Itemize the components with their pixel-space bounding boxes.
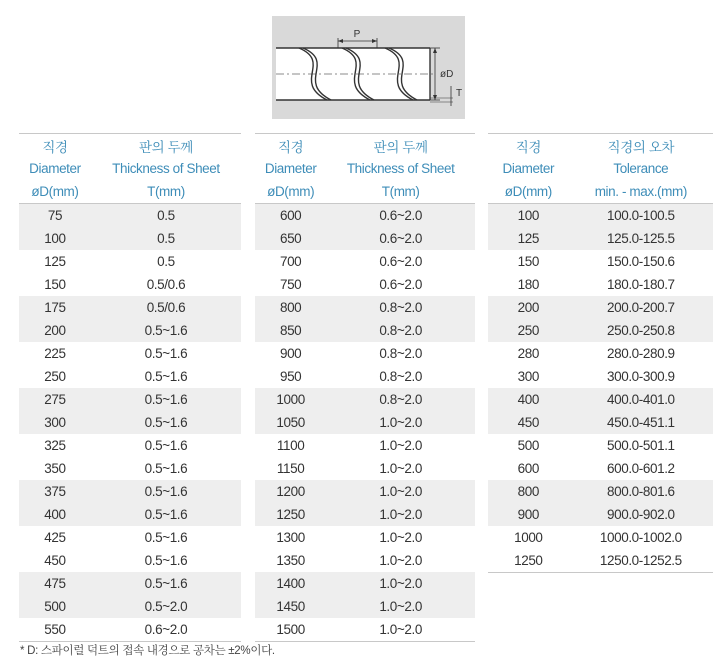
table-row	[255, 296, 475, 319]
table-cell: 100	[488, 204, 569, 228]
table-cell: 225	[44, 346, 66, 361]
table-row	[19, 549, 241, 572]
table-row	[488, 503, 713, 526]
column-header: 직경의 오차	[569, 134, 713, 158]
table-cell: 1250	[255, 503, 326, 526]
table-row	[488, 204, 713, 228]
table-cell: 950	[279, 369, 302, 384]
table-cell: 325	[44, 438, 66, 453]
table-cell: 0.5~1.6	[144, 461, 188, 476]
table-row	[255, 388, 475, 411]
table-row	[488, 365, 713, 388]
table-cell: 175	[19, 296, 91, 319]
table-row	[19, 618, 241, 642]
table-cell: 700	[279, 254, 302, 269]
table-cell: 1.0~2.0	[326, 595, 475, 618]
table-cell: 475	[19, 572, 91, 595]
table-cell: 0.6~2.0	[379, 254, 422, 269]
table-cell: 100.0-100.5	[569, 204, 713, 228]
table-row	[255, 572, 475, 595]
table-cell: 1.0~2.0	[379, 438, 422, 453]
table-cell: 400.0-401.0	[569, 388, 713, 411]
table-row	[255, 618, 475, 642]
column-header: 직경	[488, 134, 569, 158]
table-cell: 800.0-801.6	[569, 480, 713, 503]
table-cell: 275	[19, 388, 91, 411]
table-cell: 150.0-150.6	[607, 254, 675, 269]
diagram-label-p: P	[353, 29, 361, 40]
table-cell: 1400	[255, 572, 326, 595]
table-row	[488, 319, 713, 342]
table-cell: 0.6~2.0	[326, 204, 475, 228]
table-row	[488, 411, 713, 434]
table-cell: 550	[19, 618, 91, 642]
table-row	[19, 595, 241, 618]
table-cell: 650	[255, 227, 326, 250]
spiral-duct-diagram	[272, 16, 465, 119]
header-row	[255, 134, 475, 158]
table-cell: 0.8~2.0	[326, 388, 475, 411]
table-row	[19, 480, 241, 503]
table-cell: 1.0~2.0	[326, 618, 475, 642]
footnote: * D: 스파이럴 덕트의 접속 내경으로 공차는 ±2%이다.	[20, 645, 275, 657]
table-row	[19, 457, 241, 480]
table-cell: 1500	[255, 618, 326, 642]
table-cell: 0.6~2.0	[379, 277, 422, 292]
table-row	[488, 434, 713, 457]
header-row	[255, 157, 475, 180]
table-cell: 500.0-501.1	[607, 438, 675, 453]
table-cell: 350	[44, 461, 66, 476]
table-cell: 1.0~2.0	[326, 411, 475, 434]
table-cell: 125	[44, 254, 66, 269]
table-row	[255, 480, 475, 503]
table-cell: 0.5~1.6	[91, 411, 241, 434]
table-cell: 125	[488, 227, 569, 250]
column-header: 직경	[19, 134, 91, 158]
table-row	[255, 595, 475, 618]
table-cell: 0.8~2.0	[379, 346, 422, 361]
table-cell: 1.0~2.0	[379, 553, 422, 568]
table-cell: 250	[488, 319, 569, 342]
table-cell: 0.5~1.6	[91, 572, 241, 595]
header-row	[19, 157, 241, 180]
table-cell: 0.8~2.0	[379, 369, 422, 384]
table-cell: 0.5~1.6	[91, 388, 241, 411]
table-row	[255, 365, 475, 388]
table-row	[19, 572, 241, 595]
table-row	[255, 526, 475, 549]
column-header: 직경	[255, 134, 326, 158]
table-cell: 250.0-250.8	[569, 319, 713, 342]
table-cell: 300.0-300.9	[607, 369, 675, 384]
table-cell: 1150	[276, 461, 305, 476]
table-cell: 1300	[276, 530, 305, 545]
table-row	[488, 273, 713, 296]
column-header: 판의 두께	[91, 134, 241, 158]
thickness-table-1	[19, 133, 241, 642]
table-cell: 0.5~2.0	[91, 595, 241, 618]
table-cell: 1100	[276, 438, 305, 453]
column-header: T(mm)	[326, 180, 475, 204]
table-cell: 0.5	[91, 227, 241, 250]
table-cell: 200.0-200.7	[569, 296, 713, 319]
header-row	[19, 134, 241, 158]
header-row	[255, 180, 475, 204]
table-cell: 1250	[488, 549, 569, 573]
table-cell: 600	[255, 204, 326, 228]
table-cell: 75	[19, 204, 91, 228]
thickness-table-2	[255, 133, 475, 642]
table-row	[488, 526, 713, 549]
table-cell: 1350	[276, 553, 305, 568]
table-row	[19, 434, 241, 457]
table-cell: 280.0-280.9	[607, 346, 675, 361]
table-cell: 0.8~2.0	[326, 296, 475, 319]
table-cell: 1050	[255, 411, 326, 434]
column-header: øD(mm)	[255, 180, 326, 204]
table-cell: 150	[44, 277, 66, 292]
table-cell: 1000.0-1002.0	[599, 530, 682, 545]
table-cell: 0.5/0.6	[91, 296, 241, 319]
table-cell: 250	[44, 369, 66, 384]
table-cell: 0.5~1.6	[91, 480, 241, 503]
table-row	[255, 227, 475, 250]
table-row	[19, 250, 241, 273]
column-header: Diameter	[502, 161, 555, 176]
table-cell: 100	[19, 227, 91, 250]
column-header: 판의 두께	[326, 134, 475, 158]
table-cell: 800	[488, 480, 569, 503]
column-header: øD(mm)	[19, 180, 91, 204]
table-row	[488, 342, 713, 365]
column-header: øD(mm)	[488, 180, 569, 204]
column-header: Diameter	[264, 161, 317, 176]
table-cell: 0.5	[157, 254, 175, 269]
header-row	[488, 180, 713, 204]
column-header: min. - max.(mm)	[569, 180, 713, 204]
table-cell: 0.5~1.6	[91, 319, 241, 342]
table-row	[255, 549, 475, 572]
table-row	[255, 250, 475, 273]
table-row	[19, 411, 241, 434]
table-row	[19, 388, 241, 411]
table-row	[19, 319, 241, 342]
table-cell: 400	[488, 388, 569, 411]
table-cell: 600	[517, 461, 539, 476]
table-cell: 1.0~2.0	[326, 503, 475, 526]
table-row	[488, 296, 713, 319]
table-row	[255, 503, 475, 526]
table-cell: 750	[279, 277, 302, 292]
table-cell: 850	[255, 319, 326, 342]
table-row	[488, 227, 713, 250]
tolerance-table	[488, 133, 713, 573]
table-row	[488, 250, 713, 273]
table-row	[255, 319, 475, 342]
table-cell: 0.5	[91, 204, 241, 228]
table-row	[488, 457, 713, 480]
table-cell: 0.6~2.0	[326, 227, 475, 250]
table-cell: 200	[19, 319, 91, 342]
diagram-label-t: T	[456, 88, 463, 99]
table-cell: 0.5~1.6	[144, 369, 188, 384]
header-row	[488, 134, 713, 158]
table-cell: 1000	[255, 388, 326, 411]
table-cell: 1.0~2.0	[326, 480, 475, 503]
table-row	[19, 342, 241, 365]
table-cell: 0.8~2.0	[326, 319, 475, 342]
table-cell: 300	[517, 369, 539, 384]
table-row	[19, 526, 241, 549]
table-row	[255, 434, 475, 457]
table-cell: 400	[19, 503, 91, 526]
table-cell: 600.0-601.2	[607, 461, 675, 476]
table-cell: 425	[44, 530, 66, 545]
table-row	[19, 227, 241, 250]
table-row	[19, 273, 241, 296]
table-row	[488, 549, 713, 573]
column-header: T(mm)	[91, 180, 241, 204]
table-cell: 1000	[514, 530, 543, 545]
diagram-label-d: øD	[440, 69, 454, 80]
table-cell: 150	[517, 254, 539, 269]
column-header: Thickness of Sheet	[346, 161, 455, 176]
table-cell: 900	[488, 503, 569, 526]
table-row	[19, 365, 241, 388]
column-header: Tolerance	[613, 161, 669, 176]
column-header: Diameter	[29, 161, 81, 176]
table-cell: 500	[19, 595, 91, 618]
table-cell: 180.0-180.7	[607, 277, 675, 292]
table-cell: 800	[255, 296, 326, 319]
table-cell: 450	[44, 553, 66, 568]
table-cell: 0.5~1.6	[144, 438, 188, 453]
table-row	[255, 411, 475, 434]
table-cell: 1.0~2.0	[379, 461, 422, 476]
table-cell: 0.5~1.6	[144, 346, 188, 361]
table-row	[255, 342, 475, 365]
table-cell: 0.5~1.6	[91, 503, 241, 526]
table-cell: 1.0~2.0	[326, 572, 475, 595]
table-row	[19, 503, 241, 526]
table-cell: 900	[279, 346, 302, 361]
table-cell: 280	[517, 346, 539, 361]
table-cell: 300	[19, 411, 91, 434]
table-row	[255, 204, 475, 228]
table-cell: 1450	[255, 595, 326, 618]
table-cell: 180	[517, 277, 539, 292]
table-cell: 0.5/0.6	[146, 277, 186, 292]
table-cell: 375	[19, 480, 91, 503]
header-row	[19, 180, 241, 204]
table-cell: 0.6~2.0	[91, 618, 241, 642]
table-cell: 450.0-451.1	[569, 411, 713, 434]
table-row	[255, 273, 475, 296]
table-row	[255, 457, 475, 480]
table-cell: 450	[488, 411, 569, 434]
table-cell: 0.5~1.6	[144, 553, 188, 568]
table-row	[488, 388, 713, 411]
table-row	[19, 296, 241, 319]
table-cell: 900.0-902.0	[569, 503, 713, 526]
table-cell: 0.5~1.6	[144, 530, 188, 545]
table-row	[488, 480, 713, 503]
table-row	[19, 204, 241, 228]
table-cell: 1250.0-1252.5	[569, 549, 713, 573]
column-header: Thickness of Sheet	[112, 161, 220, 176]
table-cell: 500	[517, 438, 539, 453]
table-cell: 200	[488, 296, 569, 319]
table-cell: 125.0-125.5	[569, 227, 713, 250]
header-row	[488, 157, 713, 180]
table-cell: 1.0~2.0	[379, 530, 422, 545]
table-cell: 1200	[255, 480, 326, 503]
